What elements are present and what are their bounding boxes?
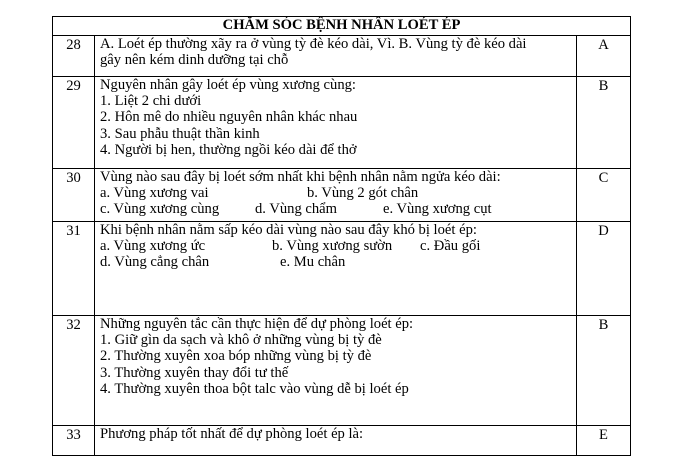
question-item: 1. Giữ gìn da sạch và khô ở những vùng bị tỳ đè: [100, 332, 382, 349]
answer-key: A: [577, 36, 631, 77]
option-e: e. Vùng xương cụt: [383, 201, 492, 218]
question-text: [95, 222, 577, 316]
option-a: a. Vùng xương vai: [100, 185, 209, 202]
option-e: e. Mu chân: [280, 254, 346, 271]
question-number: 33: [53, 426, 95, 456]
question-stem-line: gây nên kém dinh dưỡng tại chỗ: [100, 52, 289, 69]
question-stem: Nguyên nhân gây loét ép vùng xương cùng:: [100, 77, 356, 93]
question-item: 2. Hôn mê do nhiều nguyên nhân khác nhau: [100, 109, 358, 126]
question-text: [95, 169, 577, 222]
option-row: [100, 254, 572, 270]
question-text: [95, 316, 577, 426]
question-number: 32: [53, 316, 95, 426]
option-d: d. Vùng chẩm: [255, 201, 338, 218]
question-number: 29: [53, 77, 95, 169]
answer-key: E: [577, 426, 631, 456]
option-row: [100, 185, 572, 201]
option-row: [100, 238, 572, 254]
answer-key: C: [577, 169, 631, 222]
table-title-row: [53, 17, 631, 36]
question-stem: Vùng nào sau đây bị loét sớm nhất khi bệnh nhân nằm ngửa kéo dài:: [100, 169, 501, 185]
question-stem: Khi bệnh nhân nằm sấp kéo dài vùng nào sau đây khó bị loét ép:: [100, 222, 477, 238]
question-text: [95, 36, 577, 77]
question-number: 28: [53, 36, 95, 77]
question-text: [95, 77, 577, 169]
table-row: [53, 36, 631, 77]
question-number: 30: [53, 169, 95, 222]
option-a: a. Vùng xương ức: [100, 238, 206, 255]
question-text: [95, 426, 577, 456]
option-b: b. Vùng 2 gót chân: [307, 185, 419, 202]
question-item: 3. Thường xuyên thay đổi tư thế: [100, 364, 289, 381]
option-d: d. Vùng cẳng chân: [100, 254, 210, 271]
option-c: c. Đầu gối: [420, 238, 481, 255]
question-number: 31: [53, 222, 95, 316]
question-item: 2. Thường xuyên xoa bóp những vùng bị tỳ đè: [100, 348, 372, 365]
question-table: [52, 16, 631, 456]
question-item: 4. Thường xuyên thoa bột talc vào vùng dễ bị loét ép: [100, 380, 409, 397]
question-item: 1. Liệt 2 chi dưới: [100, 93, 202, 110]
option-row: [100, 201, 572, 217]
table-row: [53, 77, 631, 169]
option-c: c. Vùng xương cùng: [100, 201, 220, 218]
answer-key: B: [577, 316, 631, 426]
question-stem: Phương pháp tốt nhất để dự phòng loét ép là:: [100, 426, 364, 442]
table-title: CHĂM SÓC BỆNH NHÂN LOÉT ÉP: [53, 17, 631, 36]
question-item: 4. Người bị hen, thường ngồi kéo dài để thở: [100, 141, 357, 158]
question-item: 3. Sau phẫu thuật thần kinh: [100, 125, 260, 142]
answer-key: D: [577, 222, 631, 316]
answer-key: B: [577, 77, 631, 169]
question-stem: Những nguyên tắc cần thực hiện để dự phòng loét ép:: [100, 316, 414, 332]
question-stem-line: A. Loét ép thường xãy ra ở vùng tỳ đè kéo dài, Vì. B. Vùng tỳ đè kéo dài: [100, 36, 527, 52]
table-row: [53, 426, 631, 456]
option-b: b. Vùng xương sườn: [272, 238, 393, 255]
table-row: [53, 316, 631, 426]
table-row: [53, 222, 631, 316]
table-row: [53, 169, 631, 222]
